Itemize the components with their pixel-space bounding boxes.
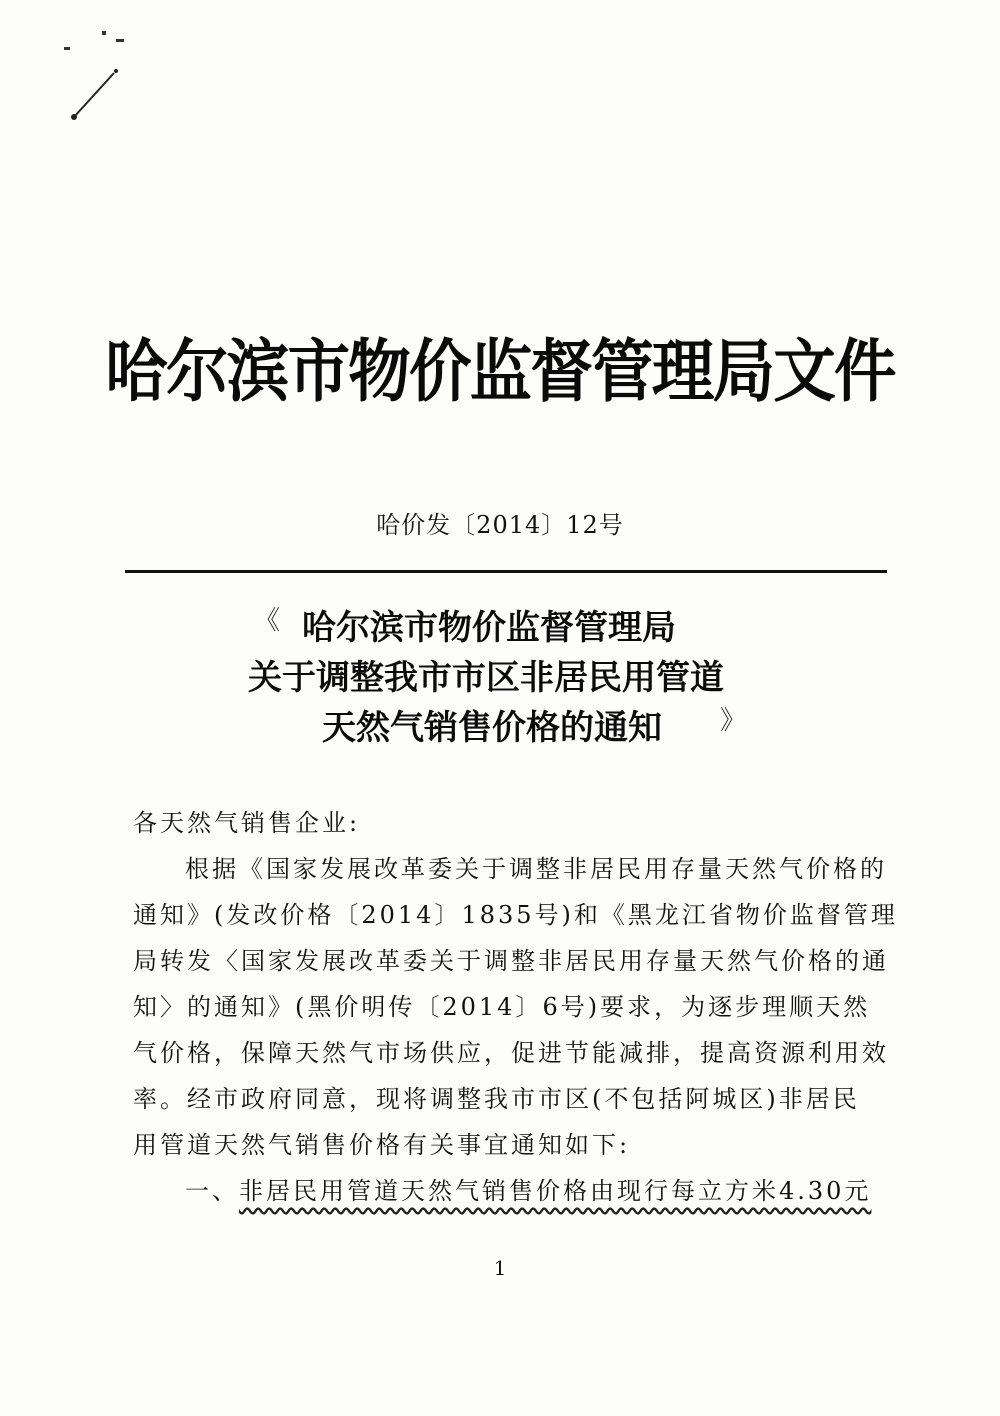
close-quote-mark: 》 bbox=[720, 706, 747, 736]
paragraph-line: 率。经市政府同意，现将调整我市市区(不包括阿城区)非居民 bbox=[133, 1085, 860, 1113]
notice-title-line-2: 关于调整我市市区非居民用管道 bbox=[248, 658, 724, 698]
notice-title-line-1: 哈尔滨市物价监督管理局 bbox=[302, 608, 676, 648]
notice-body bbox=[133, 800, 898, 1214]
paragraph-line: 通知》(发改价格〔2014〕1835号)和《黑龙江省物价监督管理 bbox=[133, 901, 898, 929]
page-number: 1 bbox=[493, 1256, 507, 1280]
paragraph-line: 知〉的通知》(黑价明传〔2014〕6号)要求，为逐步理顺天然 bbox=[133, 993, 871, 1021]
notice-title-line-3: 天然气销售价格的通知 bbox=[322, 708, 662, 748]
paragraph-line: 用管道天然气销售价格有关事宜通知如下: bbox=[133, 1131, 631, 1159]
salutation: 各天然气销售企业: bbox=[133, 809, 361, 837]
scan-mark bbox=[60, 25, 140, 125]
header-divider bbox=[125, 570, 887, 573]
open-quote-mark: 《 bbox=[254, 606, 281, 636]
item-1 bbox=[133, 1168, 893, 1214]
paragraph-line: 气价格，保障天然气市场供应，促进节能减排，提高资源利用效 bbox=[133, 1039, 889, 1067]
item-1-text: 非居民用管道天然气销售价格由现行每立方米4.30元 bbox=[239, 1177, 872, 1205]
agency-header-title: 哈尔滨市物价监督管理局文件 bbox=[105, 332, 895, 412]
paragraph-line: 局转发〈国家发展改革委关于调整非居民用存量天然气价格的通 bbox=[133, 947, 889, 975]
document-number: 哈价发〔2014〕12号 bbox=[376, 511, 624, 539]
paragraph-line: 根据《国家发展改革委关于调整非居民用存量天然气价格的 bbox=[185, 855, 887, 883]
item-1-prefix: 一、 bbox=[185, 1177, 239, 1205]
